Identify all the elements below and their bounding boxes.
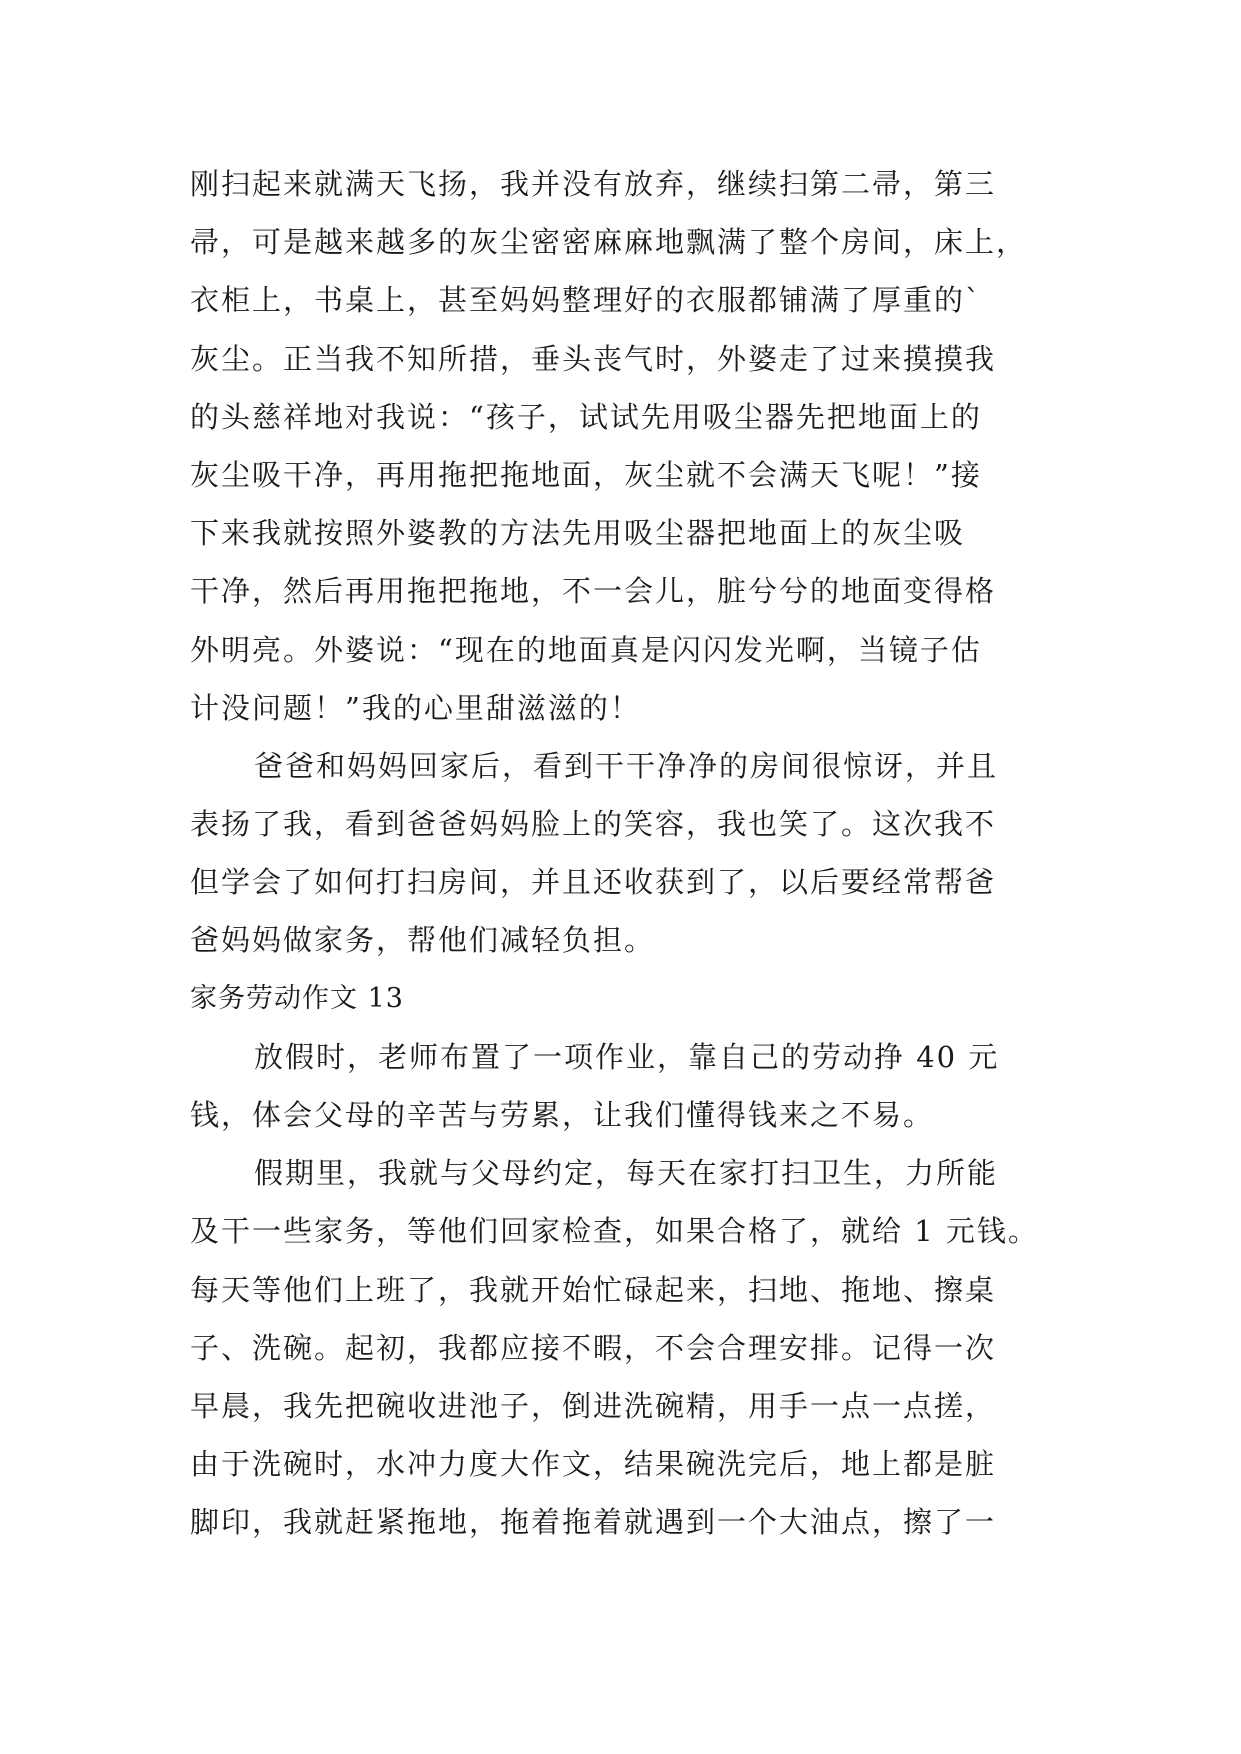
text-line: 爸妈妈做家务，帮他们减轻负担。: [190, 923, 656, 958]
text-line: 及干一些家务，等他们回家检查，如果合格了，就给 1 元钱。: [190, 1214, 1039, 1249]
text-line: 帚，可是越来越多的灰尘密密麻麻地飘满了整个房间，床上，: [190, 225, 1028, 260]
section-heading: 家务劳动作文 13: [190, 982, 404, 1014]
text-line: 但学会了如何打扫房间，并且还收获到了，以后要经常帮爸: [190, 865, 997, 900]
text-line: 子、洗碗。起初，我都应接不暇，不会合理安排。记得一次: [190, 1330, 997, 1365]
text-line: 灰尘吸干净，再用拖把拖地面，灰尘就不会满天飞呢！”接: [190, 457, 982, 492]
text-line: 表扬了我，看到爸爸妈妈脸上的笑容，我也笑了。这次我不: [190, 807, 997, 842]
text-line: 外明亮。外婆说：“现在的地面真是闪闪发光啊，当镜子估: [190, 632, 982, 667]
text-line: 下来我就按照外婆教的方法先用吸尘器把地面上的灰尘吸: [190, 516, 966, 551]
text-line: 灰尘。正当我不知所措，垂头丧气时，外婆走了过来摸摸我: [190, 341, 997, 376]
text-line: 由于洗碗时，水冲力度大作文，结果碗洗完后，地上都是脏: [190, 1447, 997, 1482]
text-line: 钱，体会父母的辛苦与劳累，让我们懂得钱来之不易。: [190, 1098, 935, 1132]
text-line: 每天等他们上班了，我就开始忙碌起来，扫地、拖地、擦桌: [190, 1272, 997, 1307]
text-line: 干净，然后再用拖把拖地，不一会儿，脏兮兮的地面变得格: [190, 574, 997, 609]
document-body: [190, 155, 1060, 1552]
text-line: 刚扫起来就满天飞扬，我并没有放弃，继续扫第二帚，第三: [190, 167, 997, 201]
text-line: 放假时，老师布置了一项作业，靠自己的劳动挣 40 元: [254, 1039, 1000, 1074]
text-line: 爸爸和妈妈回家后，看到干干净净的房间很惊讶，并且: [254, 748, 999, 783]
text-line: 的头慈祥地对我说：“孩子，试试先用吸尘器先把地面上的: [190, 399, 982, 434]
text-line: 假期里，我就与父母约定，每天在家打扫卫生，力所能: [254, 1156, 999, 1191]
text-line: 计没问题！”我的心里甜滋滋的！: [190, 690, 641, 725]
text-line: 早晨，我先把碗收进池子，倒进洗碗精，用手一点一点搓，: [190, 1388, 997, 1423]
text-line: 衣柜上，书桌上，甚至妈妈整理好的衣服都铺满了厚重的`: [190, 283, 982, 318]
text-line: 脚印，我就赶紧拖地，拖着拖着就遇到一个大油点，擦了一: [190, 1505, 997, 1540]
